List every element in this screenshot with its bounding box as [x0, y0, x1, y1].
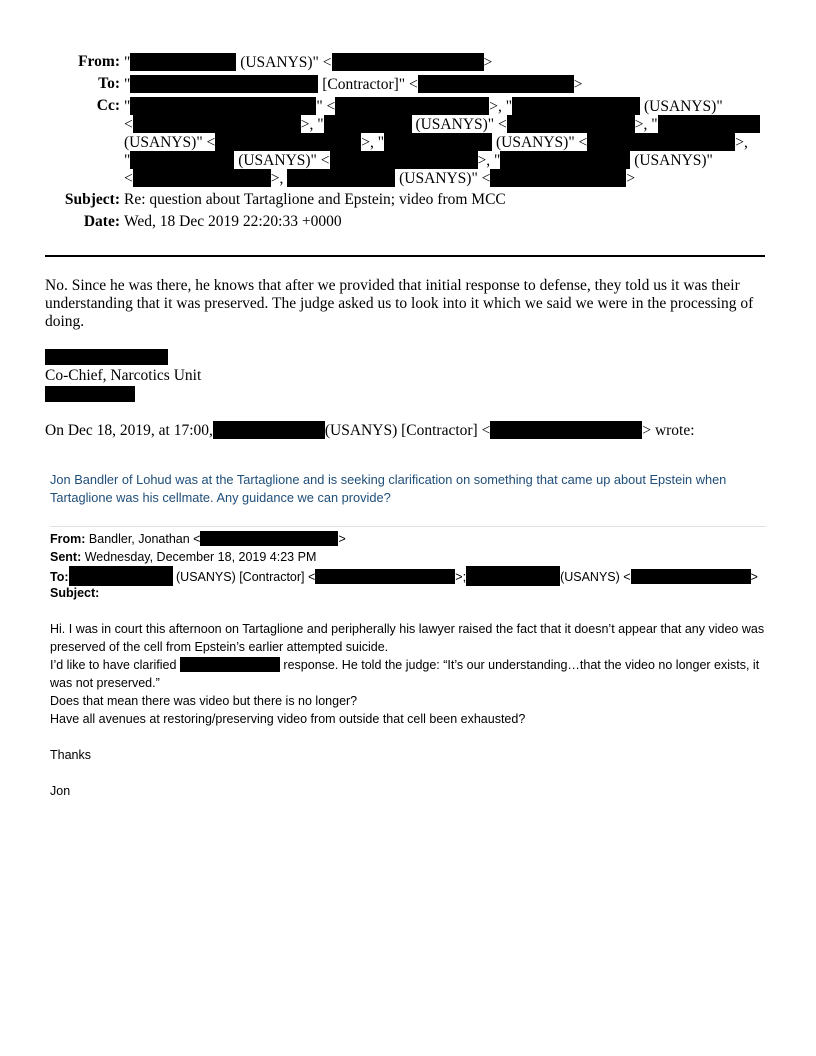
reply-body: No. Since he was there, he knows that after we provided that initial response to defense, they told us it was their understanding that it was preserved. The judge asked us to look into it which we said we were in the processing of doing.	[45, 277, 754, 330]
redaction	[130, 53, 236, 71]
from-value: " (USANYS)" < >	[124, 54, 493, 71]
original-subject-row: Subject:	[50, 586, 100, 600]
header-divider	[45, 255, 765, 257]
redaction	[512, 97, 640, 115]
from-label: From:	[78, 53, 120, 70]
cc-value: " " < >, " (USANYS)"	[124, 98, 723, 115]
message-line: Have all avenues at restoring/preserving video from outside that cell been exhausted?	[50, 712, 526, 726]
redaction	[500, 151, 630, 169]
redaction	[69, 566, 173, 586]
redaction	[200, 531, 338, 546]
message-signoff: Jon	[50, 784, 71, 798]
message-thanks: Thanks	[50, 748, 91, 762]
forward-note: Jon Bandler of Lohud was at the Tartaglione and is seeking clarification on something that came up about Epstein when Tartaglione was his cellmate. Any guidance we can provide?	[50, 472, 727, 505]
redaction	[658, 115, 760, 133]
original-from-row: From: Bandler, Jonathan < >	[50, 532, 346, 546]
redaction	[490, 421, 642, 439]
message-line: Hi. I was in court this afternoon on Tartaglione and peripherally his lawyer raised the fact that it doesn’t appear that any video was preserved of the cell from Epstein’s earlier attempted suicide.	[50, 622, 765, 654]
date-label: Date:	[83, 213, 120, 230]
redaction	[490, 169, 626, 187]
redaction	[180, 657, 280, 672]
redaction	[384, 133, 492, 151]
to-label: To:	[98, 75, 120, 92]
subject-label: Subject:	[64, 191, 120, 208]
redaction	[215, 133, 361, 151]
redaction	[130, 75, 318, 93]
redaction	[324, 115, 412, 133]
subject-value: Re: question about Tartaglione and Epstein; video from MCC	[124, 191, 506, 208]
redaction	[130, 151, 234, 169]
redaction	[45, 349, 168, 365]
redaction	[332, 53, 484, 71]
message-line: Does that mean there was video but there is no longer?	[50, 694, 358, 708]
redaction	[330, 151, 478, 169]
date-value: Wed, 18 Dec 2019 22:20:33 +0000	[124, 213, 342, 230]
quote-intro: On Dec 18, 2019, at 17:00, (USANYS) [Contractor] < > wrote:	[45, 422, 695, 439]
original-message-body	[50, 620, 766, 800]
to-value: " [Contractor]" < >	[124, 76, 583, 93]
redaction	[631, 569, 751, 584]
message-line: I’d like to have clarified response. He told the judge: “It’s our understanding…that the video no longer exists, it was not preserved.”	[50, 658, 760, 690]
redaction	[133, 115, 301, 133]
original-sent-row: Sent: Wednesday, December 18, 2019 4:23 PM	[50, 550, 317, 564]
redaction	[287, 169, 395, 187]
original-message-divider	[50, 526, 766, 527]
cc-label: Cc:	[96, 97, 120, 114]
redaction	[45, 386, 135, 402]
redaction	[507, 115, 635, 133]
original-to-row: To: (USANYS) [Contractor] < >; (USANYS) < >	[50, 566, 766, 586]
signature-title: Co-Chief, Narcotics Unit	[45, 367, 202, 384]
redaction	[130, 97, 316, 115]
redaction	[466, 566, 560, 586]
redaction	[418, 75, 574, 93]
redaction	[133, 169, 271, 187]
redaction	[315, 569, 455, 584]
redaction	[587, 133, 735, 151]
redaction	[335, 97, 489, 115]
redaction	[213, 421, 325, 439]
